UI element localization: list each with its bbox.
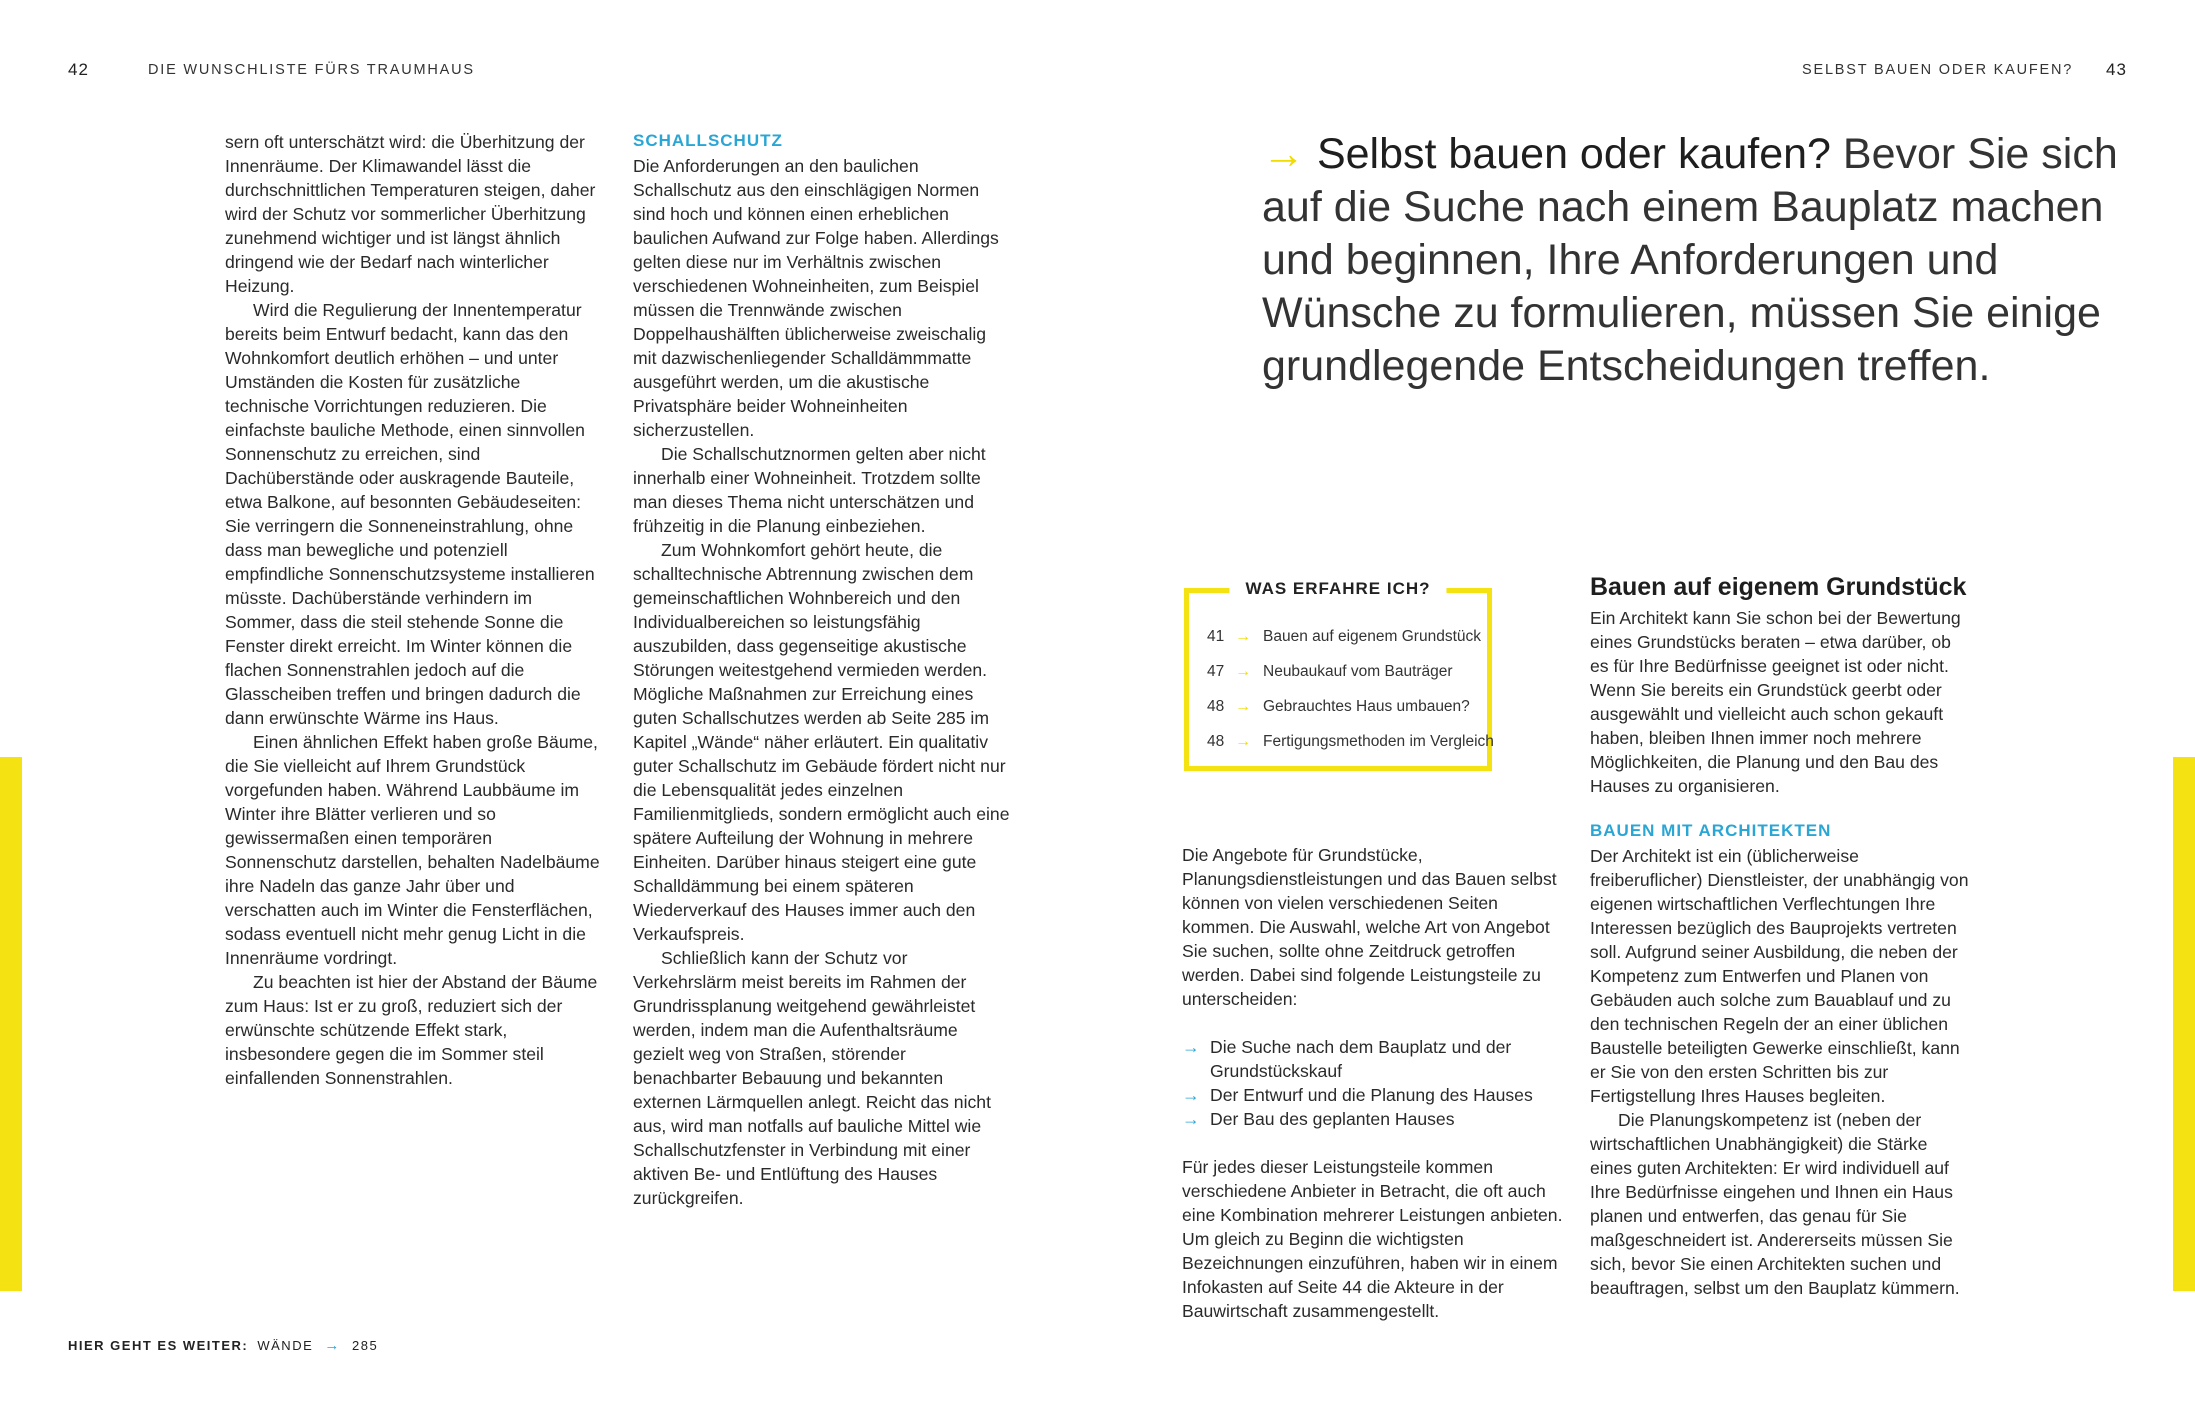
arrow-right-icon: → xyxy=(1262,130,1305,178)
arrow-right-icon: → xyxy=(1235,733,1251,750)
paragraph: Schließlich kann der Schutz vor Verkehrslärm meist bereits im Rahmen der Grundrissplanung weitgehend gewährleistet werden, indem man die Aufenthaltsräume gezielt weg von Straßen, störender benachbarter Bebauung und bekannten externen Lärmquellen anlegt. Reicht das nicht aus, wird man notfalls auf bauliche Mittel wie Schallschutzfenster in Verbindung mit einer aktiven Be- und Entlüftung des Hauses zurückgreifen. xyxy=(633,948,991,1208)
paragraph: Ein Architekt kann Sie schon bei der Bewertung eines Grundstücks beraten – etwa darüber, ob es für Ihre Bedürfnisse geeignet ist oder nicht. Wenn Sie bereits ein Grundstück geerbt oder ausgewählt und vielleicht auch schon gekauft haben, bleiben Ihnen immer noch mehrere Möglichkeiten, die Planung und den Bau des Hauses zu organisieren. xyxy=(1590,608,1961,796)
section-heading-bauen-mit-architekten: BAUEN MIT ARCHITEKTEN xyxy=(1590,821,1832,840)
arrow-right-icon: → xyxy=(1182,1085,1200,1105)
left-page-number: 42 xyxy=(68,60,89,79)
page-ref: 48 xyxy=(1207,733,1225,750)
continue-reading-link[interactable] xyxy=(68,1337,378,1354)
list-item[interactable] xyxy=(1207,654,1494,689)
list-item-label: Gebrauchtes Haus umbauen? xyxy=(1263,698,1470,715)
list-item: → Der Bau des geplanten Hauses xyxy=(1182,1109,1455,1129)
paragraph: Die Planungskompetenz ist (neben der wirtschaftlichen Unabhängigkeit) die Stärke eines guten Architekten: Er wird individuell auf Ihre Bedürfnisse eingehen und Ihnen ein Haus planen und entwerfen, das genau für Sie maßgeschneidert ist. Andererseits müssen Sie sich, bevor Sie einen Architekten suchen und beauftragen, selbst um den Bauplatz kümmern. xyxy=(1590,1110,1960,1298)
page-ref: 48 xyxy=(1207,698,1225,715)
chapter-lead-text: Bevor Sie sich auf die Suche nach einem Bauplatz machen und beginnen, Ihre Anforderungen und Wünsche zu formulieren, müssen Sie einige grundlegende Entscheidungen treffen. xyxy=(1262,130,2118,390)
bullet-list xyxy=(1182,1035,1566,1131)
arrow-right-icon: → xyxy=(1235,628,1251,645)
footer-page: 285 xyxy=(352,1338,379,1353)
arrow-right-icon: → xyxy=(1182,1037,1200,1057)
right-yellow-edge-bar xyxy=(2173,757,2195,1291)
paragraph: Die Anforderungen an den baulichen Schallschutz aus den einschlägigen Normen sind hoch und können einen erheblichen baulichen Aufwand zur Folge haben. Allerdings gelten diese nur im Verhältnis zwischen verschiedenen Wohneinheiten, zum Beispiel müssen die Trennwände zwischen Doppelhaushälften üblicherweise zweischalig mit dazwischenliegender Schalldämmmatte ausgeführt werden, um die akustische Privatsphäre beider Wohneinheiten sicherzustellen. xyxy=(633,156,999,440)
list-item: → Die Suche nach dem Bauplatz und der Grundstückskauf xyxy=(1182,1037,1512,1081)
arrow-right-icon: → xyxy=(1235,698,1251,715)
section-heading-schallschutz: SCHALLSCHUTZ xyxy=(633,131,783,150)
chapter-lead xyxy=(1262,128,2132,393)
paragraph: sern oft unterschätzt wird: die Überhitzung der Innenräume. Der Klimawandel lässt die durchschnittlichen Temperaturen steigen, daher wird der Schutz vor sommerlicher Überhitzung zunehmend wichtiger und ist längst ähnlich dringend wie der Bedarf nach winterlicher Heizung. xyxy=(225,132,596,296)
left-yellow-edge-bar xyxy=(0,757,22,1291)
text-column-3 xyxy=(1182,843,1566,1323)
info-box-list xyxy=(1207,619,1494,759)
info-box-title: WAS ERFAHRE ICH? xyxy=(1229,579,1446,599)
paragraph: Die Schallschutznormen gelten aber nicht innerhalb einer Wohneinheit. Trotzdem sollte man dieses Thema nicht unterschätzen und frühzeitig in die Planung einbeziehen. xyxy=(633,444,986,536)
chapter-title: Selbst bauen oder kaufen? xyxy=(1316,130,1831,178)
paragraph: Der Architekt ist ein (üblicherweise freiberuflicher) Dienstleister, der unabhängig von eigenen wirtschaftlichen Verflechtungen Ihre Interessen bezüglich des Bauprojekts vertreten soll. Aufgrund seiner Ausbildung, die neben der Kompetenz zum Entwerfen und Planen von Gebäuden auch solche zum Bauablauf und zu den technischen Regeln der an einer üblichen Baustelle beteiligten Gewerke einschließt, kann er Sie von den ersten Schritten bis zur Fertigstellung Ihres Hauses begleiten. xyxy=(1590,846,1969,1106)
list-item: → Der Entwurf und die Planung des Hauses xyxy=(1182,1085,1533,1105)
list-item[interactable] xyxy=(1207,724,1494,759)
footer-target: WÄNDE xyxy=(257,1338,314,1353)
arrow-right-icon: → xyxy=(1182,1109,1200,1129)
section-heading-bauen-auf-eigenem-grundstueck: Bauen auf eigenem Grundstück xyxy=(1590,573,1967,601)
paragraph: Für jedes dieser Leistungsteile kommen verschiedene Anbieter in Betracht, die oft auch eine Kombination mehrerer Leistungen anbieten. Um gleich zu Beginn die wichtigsten Bezeichnungen einzuführen, haben wir in einem Infokasten auf Seite 44 die Akteure in der Bauwirtschaft zusammengestellt. xyxy=(1182,1157,1563,1321)
page-ref: 41 xyxy=(1207,628,1225,645)
list-item[interactable] xyxy=(1207,619,1494,654)
left-running-title: DIE WUNSCHLISTE FÜRS TRAUMHAUS xyxy=(148,62,475,78)
arrow-right-icon: → xyxy=(324,1337,341,1354)
footer-label: HIER GEHT ES WEITER: xyxy=(68,1338,249,1353)
paragraph: Einen ähnlichen Effekt haben große Bäume, die Sie vielleicht auf Ihrem Grundstück vorgefunden haben. Während Laubbäume im Winter ihre Blätter verlieren und so gewissermaßen einen temporären Sonnenschutz darstellen, behalten Nadelbäume ihre Nadeln das ganze Jahr über und verschatten auch im Winter die Fensterflächen, sodass eventuell nicht mehr genug Licht in die Innenräume vordringt. xyxy=(225,732,600,968)
text-column-4 xyxy=(1590,572,1974,1300)
info-box-contents xyxy=(1184,579,1494,771)
page-ref: 47 xyxy=(1207,663,1225,680)
list-item-label: Neubaukauf vom Bauträger xyxy=(1263,663,1453,680)
list-item-label: Bauen auf eigenem Grundstück xyxy=(1263,628,1481,645)
right-page-number: 43 xyxy=(2106,60,2127,79)
right-running-title: SELBST BAUEN ODER KAUFEN? xyxy=(1802,62,2074,78)
arrow-right-icon: → xyxy=(1235,663,1251,680)
paragraph: Die Angebote für Grundstücke, Planungsdienstleistungen und das Bauen selbst können von vielen verschiedenen Seiten kommen. Die Auswahl, welche Art von Angebot Sie suchen, sollte ohne Zeitdruck getroffen werden. Dabei sind folgende Leistungsteile zu unterscheiden: xyxy=(1182,845,1557,1009)
paragraph: Zu beachten ist hier der Abstand der Bäume zum Haus: Ist er zu groß, reduziert sich der erwünschte schützende Effekt stark, insbesondere gegen die im Sommer steil einfallenden Sonnenstrahlen. xyxy=(225,972,598,1088)
list-item-label: Fertigungsmethoden im Vergleich xyxy=(1263,733,1494,750)
list-item[interactable] xyxy=(1207,689,1494,724)
paragraph: Wird die Regulierung der Innentemperatur bereits beim Entwurf bedacht, kann das den Wohnkomfort deutlich erhöhen – und unter Umständen die Kosten für zusätzliche technische Vorrichtungen reduzieren. Die einfachste bauliche Methode, einen sinnvollen Sonnenschutz zu erreichen, sind Dachüberstände oder auskragende Bauteile, etwa Balkone, auf besonnten Gebäudeseiten: Sie verringern die Sonneneinstrahlung, ohne dass man bewegliche und potenziell empfindliche Sonnenschutzsysteme installieren müsste. Dachüberstände verhindern im Sommer, dass die steil stehende Sonne die Fenster direkt erreicht. Im Winter können die flachen Sonnenstrahlen jedoch auf die Glasscheiben treffen und bringen dadurch die dann erwünschte Wärme ins Haus. xyxy=(225,300,595,728)
text-column-2 xyxy=(633,130,1011,1210)
paragraph: Zum Wohnkomfort gehört heute, die schalltechnische Abtrennung zwischen dem gemeinschaftlichen Wohnbereich und den Individualbereichen so leistungsfähig auszubilden, dass gegenseitige akustische Störungen weitestgehend vermieden werden. Mögliche Maßnahmen zur Erreichung eines guten Schallschutzes werden ab Seite 285 im Kapitel „Wände“ näher erläutert. Ein qualitativ guter Schallschutz im Gebäude fördert nicht nur die Lebensqualität jedes einzelnen Familienmitglieds, sondern ermöglicht auch eine spätere Aufteilung der Wohnung in mehrere Einheiten. Darüber hinaus steigert eine gute Schalldämmung bei einem späteren Wiederverkauf des Hauses immer auch den Verkaufspreis. xyxy=(633,540,1010,944)
text-column-1 xyxy=(225,130,601,1090)
